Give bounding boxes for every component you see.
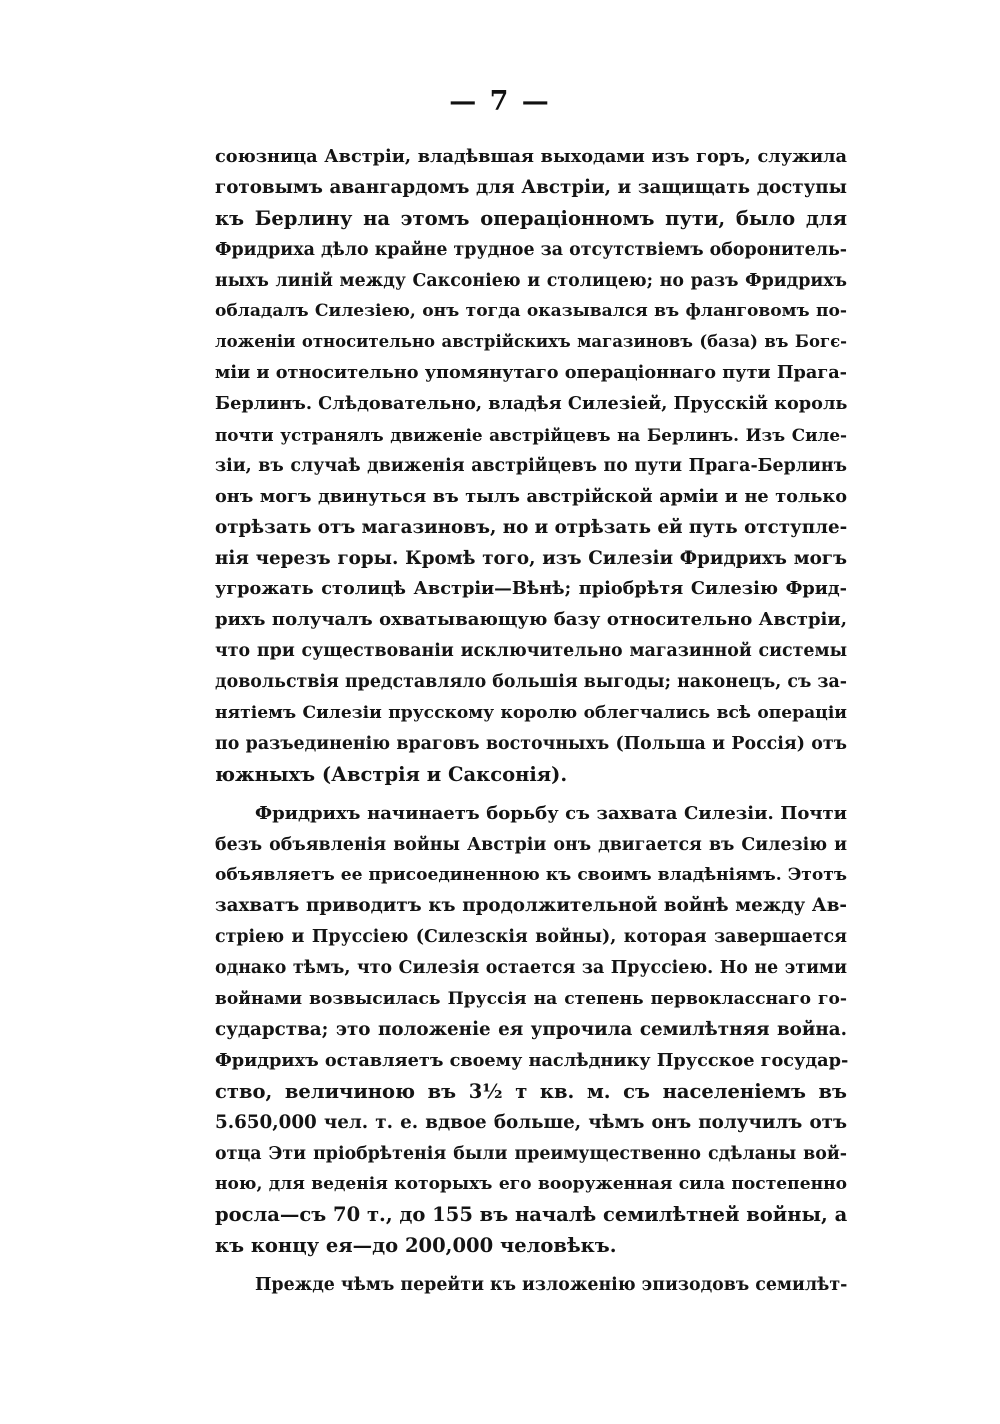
text-line: онъ могъ двинуться въ тылъ австрійской арміи и не только — [215, 485, 847, 507]
paragraph-2 — [215, 799, 847, 1262]
text-line: отрѣзать отъ магазиновъ, но и отрѣзать ей путь отступле- — [215, 516, 848, 538]
text-line: безъ объявленія войны Австріи онъ двигается въ Силезію и — [215, 834, 847, 855]
text-line: Берлинъ. Слѣдовательно, владѣя Силезіей, Прусскій король — [215, 393, 848, 415]
text-line: сударства; это положеніе ея упрочила семилѣтняя война. — [215, 1018, 847, 1040]
text-line: южныхъ (Австрія и Саксонія). — [215, 762, 568, 786]
paragraph-1 — [215, 142, 847, 791]
text-line: росла—съ 70 т., до 155 въ началѣ семилѣтней войны, а — [215, 1203, 848, 1227]
text-line: Фридриха дѣло крайне трудное за отсутствіемъ оборонитель- — [215, 239, 847, 260]
text-line: міи и относительно упомянутаго операціоннаго пути Прага- — [215, 362, 847, 384]
text-line: отца Эти пріобрѣтенія были преимущественно сдѣланы вой- — [215, 1143, 847, 1164]
text-line: однако тѣмъ, что Силезія остается за Пруссіею. Но не этими — [215, 958, 847, 979]
text-line: нія черезъ горы. Кромѣ того, изъ Силезіи Фридрихъ могъ — [215, 547, 847, 569]
text-line: ною, для веденія которыхъ его вооруженная сила постепенно — [215, 1174, 847, 1195]
text-line: 5.650,000 чел. т. е. вдвое больше, чѣмъ онъ получилъ отъ — [215, 1111, 847, 1133]
text-line: рихъ получалъ охватывающую базу относительно Австріи, — [215, 609, 847, 631]
text-line: къ Берлину на этомъ операціонномъ пути, было для — [215, 206, 847, 230]
text-line: къ концу ея—до 200,000 человѣкъ. — [215, 1234, 617, 1258]
text-line: обладалъ Силезіею, онъ тогда оказывался въ фланговомъ по- — [215, 301, 847, 322]
text-line: зіи, въ случаѣ движенія австрійцевъ по пути Прага-Берлинъ — [215, 455, 847, 476]
text-line: угрожать столицѣ Австріи—Вѣнѣ; пріобрѣтя Силезію Фрид- — [215, 578, 847, 600]
text-line: по разъединенію враговъ восточныхъ (Польша и Россія) отъ — [215, 733, 847, 754]
text-line: Фридрихъ начинаетъ борьбу съ захвата Силезіи. Почти — [255, 802, 847, 824]
body-text — [215, 142, 847, 1301]
text-line: войнами возвысилась Пруссія на степень первокласснаго го- — [215, 989, 847, 1010]
text-line: что при существованіи исключительно магазинной системы — [215, 641, 847, 662]
paragraph-3 — [215, 1270, 847, 1301]
text-line: нятіемъ Силезіи прусскому королю облегчались всѣ операціи — [215, 703, 847, 724]
text-line: ныхъ линій между Саксоніею и столицею; но разъ Фридрихъ — [215, 270, 847, 291]
text-line: ство, величиною въ 3½ т кв. м. съ населеніемъ въ — [215, 1079, 847, 1103]
text-line: довольствія представляло большія выгоды; наконецъ, съ за- — [215, 672, 847, 693]
text-line: союзница Австріи, владѣвшая выходами изъ горъ, служила — [215, 146, 847, 167]
paragraph-gap — [215, 791, 847, 799]
page-number: — 7 — — [449, 86, 551, 117]
text-line: ложеніи относительно австрійскихъ магазиновъ (база) въ Богє- — [215, 332, 847, 352]
text-line: Прежде чѣмъ перейти къ изложенію эпизодовъ семилѣт- — [255, 1275, 848, 1296]
text-line: Фридрихъ оставляетъ своему наслѣднику Прусское государ- — [215, 1049, 849, 1071]
paragraph-gap — [215, 1262, 847, 1270]
text-line: объявляетъ ее присоединенною къ своимъ владѣніямъ. Этотъ — [215, 865, 847, 886]
text-line: стріею и Пруссіею (Силезскія войны), которая завершается — [215, 927, 847, 948]
text-line: захватъ приводитъ къ продолжительной войнѣ между Ав- — [215, 895, 847, 917]
text-line: почти устранялъ движеніе австрійцевъ на Берлинъ. Изъ Силе- — [215, 425, 847, 446]
text-line: готовымъ авангардомъ для Австріи, и защищать доступы — [215, 176, 847, 198]
